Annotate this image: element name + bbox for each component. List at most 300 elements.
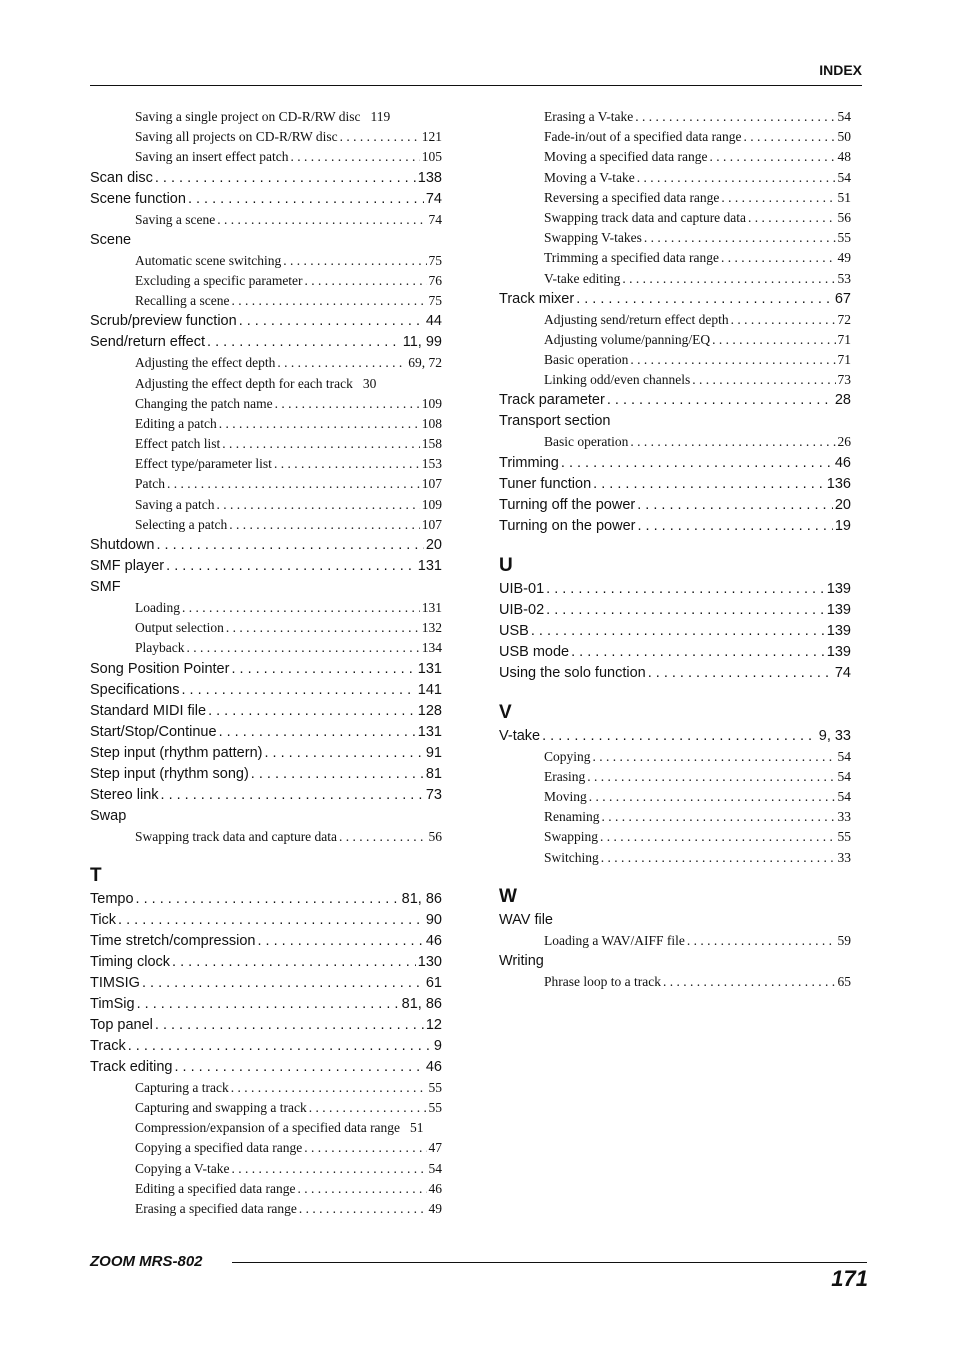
index-entry <box>499 516 851 537</box>
index-entry-page: 119 <box>370 109 391 124</box>
index-entry <box>90 680 442 701</box>
dot-leader <box>222 434 420 454</box>
index-entry-page: 33 <box>837 849 851 865</box>
index-entry-page: 54 <box>837 768 851 784</box>
index-entry-term: Scan disc <box>90 169 153 186</box>
index-entry-term: Patch <box>135 476 165 492</box>
index-subentry <box>90 1118 442 1138</box>
index-entry-term: USB <box>499 622 529 639</box>
index-entry-term: Trimming a specified data range <box>544 250 719 266</box>
dot-leader <box>231 1078 427 1098</box>
index-entry <box>90 1036 442 1057</box>
index-entry-page: 28 <box>834 392 851 409</box>
index-entry-term: Saving a scene <box>135 211 216 227</box>
index-entry-term: Linking odd/even channels <box>544 372 691 388</box>
index-subentry <box>499 188 851 208</box>
footer-model-name: ZOOM MRS-802 <box>90 1253 203 1270</box>
index-entry-term: Automatic scene switching <box>135 252 282 268</box>
index-entry-term: Erasing <box>544 768 586 784</box>
index-entry-term: Capturing a track <box>135 1079 229 1095</box>
index-subentry <box>90 515 442 535</box>
index-entry-page: 91 <box>425 744 442 761</box>
index-section-letter: U <box>499 554 513 576</box>
dot-leader <box>299 1199 427 1219</box>
index-entry-page: 54 <box>837 109 851 124</box>
index-entry-term: Swapping V-takes <box>544 230 642 246</box>
index-entry-page: 61 <box>425 974 442 991</box>
index-entry-page: 11, 99 <box>402 334 442 351</box>
index-entry-page: 76 <box>428 272 442 288</box>
dot-leader <box>576 289 833 310</box>
index-subentry <box>90 827 442 847</box>
index-entry-page: 131 <box>417 558 442 574</box>
index-entry-page: 46 <box>425 932 442 949</box>
index-entry-term: Changing the patch name <box>135 395 273 411</box>
dot-leader <box>561 453 833 474</box>
index-entry-page: 51 <box>837 189 851 205</box>
index-entry <box>499 453 851 474</box>
index-entry-page: 46 <box>425 1058 442 1075</box>
index-subentry <box>499 370 851 390</box>
index-entry-page: 46 <box>834 454 851 471</box>
dot-leader <box>219 722 416 743</box>
dot-leader <box>290 147 419 167</box>
dot-leader <box>340 127 420 147</box>
dot-leader <box>712 330 835 350</box>
index-entry-page: 75 <box>428 252 442 268</box>
index-entry-page: 67 <box>834 290 851 307</box>
dot-leader <box>187 638 420 658</box>
index-entry-term: Basic operation <box>544 434 629 450</box>
index-entry-term: Moving <box>544 789 587 804</box>
dot-leader <box>593 474 825 495</box>
dot-leader <box>188 189 424 210</box>
index-subentry <box>90 1179 442 1199</box>
index-entry-term: TimSig <box>90 995 135 1012</box>
index-entry-page: 71 <box>837 352 851 368</box>
index-entry-term: Adjusting the effect depth <box>135 355 276 371</box>
index-subentry <box>499 127 851 147</box>
index-entry-term: Moving a specified data range <box>544 149 708 165</box>
dot-leader <box>283 251 426 271</box>
index-entry-term: Adjusting send/return effect depth <box>544 311 729 327</box>
index-entry-page: 109 <box>421 496 442 512</box>
index-entry-page: 138 <box>417 169 442 186</box>
index-subentry <box>90 1098 442 1118</box>
index-entry-page: 107 <box>421 476 442 492</box>
index-subentry <box>499 747 851 767</box>
index-entry <box>90 332 442 353</box>
dot-leader <box>721 188 835 208</box>
index-entry-term: Adjusting volume/panning/EQ <box>544 331 711 347</box>
index-entry-term: Output selection <box>135 620 224 636</box>
dot-leader <box>257 931 423 952</box>
index-column-left <box>90 107 442 1219</box>
index-entry-page: 19 <box>834 517 851 534</box>
index-subentry <box>90 638 442 658</box>
index-entry-page: 55 <box>428 1099 442 1115</box>
index-subentry <box>499 168 851 188</box>
index-entry-page: 74 <box>428 211 442 227</box>
index-entry-page: 48 <box>837 149 851 165</box>
index-entry <box>499 495 851 516</box>
index-entry-term: Using the solo function <box>499 664 646 681</box>
index-entry-term: Erasing a V-take <box>544 109 634 124</box>
index-subentry <box>90 1199 442 1219</box>
index-entry-term: V-take <box>499 727 541 744</box>
index-entry-term: Tuner function <box>499 475 592 492</box>
dot-leader <box>172 952 416 973</box>
index-group-heading: Swap <box>90 807 127 824</box>
index-entry-page: 30 <box>362 375 377 391</box>
index-entry-page: 153 <box>421 456 442 472</box>
index-entry <box>90 764 442 785</box>
index-subentry <box>90 454 442 474</box>
index-entry-page: 59 <box>837 932 851 948</box>
index-entry-term: Effect type/parameter list <box>135 456 272 472</box>
dot-leader <box>571 642 825 663</box>
index-subentry <box>499 432 851 452</box>
index-entry <box>499 289 851 310</box>
index-entry-page: 139 <box>826 643 851 660</box>
index-section-letter: T <box>90 864 102 886</box>
index-entry-term: TIMSIG <box>90 974 140 991</box>
index-entry-page: 130 <box>417 953 442 970</box>
index-subentry <box>90 291 442 311</box>
index-entry-term: Editing a patch <box>135 415 217 431</box>
index-entry-term: Time stretch/compression <box>90 932 256 949</box>
index-subentry <box>499 827 851 847</box>
index-subentry <box>90 251 442 271</box>
index-subentry <box>90 210 442 230</box>
index-subentry <box>499 269 851 289</box>
dot-leader <box>277 353 406 373</box>
index-entry-page: 132 <box>421 620 442 636</box>
dot-leader <box>731 310 836 330</box>
dot-leader <box>630 432 835 452</box>
index-entry <box>90 659 442 680</box>
dot-leader <box>546 600 825 621</box>
dot-leader <box>607 390 833 411</box>
index-entry-term: Editing a specified data range <box>135 1180 296 1196</box>
index-entry-page: 55 <box>837 230 851 246</box>
index-entry-term: V-take editing <box>544 270 621 286</box>
index-entry <box>90 535 442 556</box>
dot-leader <box>309 1098 427 1118</box>
index-entry-term: Saving an insert effect patch <box>135 149 289 165</box>
dot-leader <box>274 454 420 474</box>
index-entry-term: Saving all projects on CD-R/RW disc <box>135 129 338 145</box>
index-group-heading: SMF <box>90 579 121 595</box>
dot-leader <box>182 598 420 618</box>
index-entry-page: 131 <box>421 600 442 615</box>
index-entry-term: Recalling a scene <box>135 293 230 309</box>
index-entry-term: Standard MIDI file <box>90 702 207 719</box>
index-entry-term: Saving a patch <box>135 496 215 512</box>
index-section-letter: V <box>499 701 512 723</box>
dot-leader <box>217 210 426 230</box>
index-entry-page: 54 <box>428 1160 442 1176</box>
index-entry <box>90 785 442 806</box>
index-entry-term: Loading <box>135 600 180 615</box>
index-subentry <box>90 618 442 638</box>
index-subentry <box>499 848 851 868</box>
index-entry-term: Copying a specified data range <box>135 1140 303 1156</box>
dot-leader <box>232 1159 427 1179</box>
index-entry-page: 121 <box>421 129 442 145</box>
index-subentry <box>499 208 851 228</box>
index-subentry <box>499 972 851 992</box>
index-entry-page: 81, 86 <box>401 995 442 1012</box>
dot-leader <box>166 556 416 577</box>
index-subentry <box>90 107 442 127</box>
index-subentry <box>90 598 442 618</box>
index-entry-term: Scrub/preview function <box>90 313 237 330</box>
index-entry <box>90 722 442 743</box>
index-entry-page: 55 <box>837 829 851 845</box>
index-entry-term: UIB-02 <box>499 601 545 618</box>
index-entry <box>499 663 851 684</box>
dot-leader <box>648 663 833 684</box>
index-entry-term: Copying a V-take <box>135 1160 230 1176</box>
dot-leader <box>692 370 835 390</box>
index-entry <box>499 579 851 600</box>
index-subentry <box>499 147 851 167</box>
index-entry-page: 69, 72 <box>408 355 442 371</box>
dot-leader <box>174 1057 423 1078</box>
index-entry-page: 9 <box>433 1037 442 1054</box>
dot-leader <box>709 147 835 167</box>
dot-leader <box>128 1036 432 1057</box>
index-entry-page: 55 <box>428 1079 442 1095</box>
index-entry <box>90 701 442 722</box>
dot-leader <box>637 168 836 188</box>
index-column-right <box>499 107 851 992</box>
index-subentry <box>499 310 851 330</box>
index-entry-term: Swapping track data and capture data <box>135 828 338 844</box>
index-entry-page: 134 <box>421 640 442 656</box>
dot-leader <box>339 827 426 847</box>
index-subentry <box>90 147 442 167</box>
index-entry-page: 107 <box>421 516 442 532</box>
index-entry-term: Saving a single project on CD-R/RW disc <box>135 109 361 124</box>
index-entry <box>499 726 851 747</box>
dot-leader <box>622 269 835 289</box>
dot-leader <box>744 127 836 147</box>
index-entry-page: 74 <box>834 664 851 681</box>
index-subentry <box>499 767 851 787</box>
dot-leader <box>748 208 835 228</box>
index-entry-page: 81, 86 <box>401 890 442 907</box>
dot-leader <box>542 726 817 747</box>
index-entry <box>90 973 442 994</box>
dot-leader <box>275 394 420 414</box>
index-subentry <box>90 394 442 414</box>
index-entry-page: 109 <box>421 395 442 411</box>
index-entry-page: 105 <box>421 149 442 165</box>
dot-leader <box>226 618 420 638</box>
index-entry <box>90 910 442 931</box>
index-entry-page: 139 <box>826 622 851 639</box>
index-entry-term: Step input (rhythm song) <box>90 765 249 782</box>
dot-leader <box>601 848 836 868</box>
index-entry-term: Start/Stop/Continue <box>90 723 217 740</box>
index-entry-term: Song Position Pointer <box>90 660 230 677</box>
index-entry-page: 72 <box>837 311 851 327</box>
index-entry-page: 54 <box>837 748 851 764</box>
dot-leader <box>635 107 835 127</box>
index-subentry <box>499 228 851 248</box>
index-subentry <box>90 1159 442 1179</box>
index-entry-page: 54 <box>837 789 851 804</box>
dot-leader <box>155 1015 424 1036</box>
index-entry-page: 139 <box>826 580 851 597</box>
dot-leader <box>687 931 836 951</box>
index-subentry <box>90 271 442 291</box>
index-entry-term: Compression/expansion of a specified data range <box>135 1120 401 1136</box>
index-entry-page: 128 <box>417 702 442 719</box>
index-entry-page: 49 <box>428 1200 442 1216</box>
index-subentry <box>90 414 442 434</box>
index-entry-term: UIB-01 <box>499 580 545 597</box>
index-entry-page: 90 <box>425 911 442 928</box>
index-section-letter: W <box>499 885 517 907</box>
index-entry-page: 65 <box>837 973 851 989</box>
dot-leader <box>630 350 835 370</box>
index-subentry <box>499 350 851 370</box>
index-entry <box>90 952 442 973</box>
index-entry-term: Trimming <box>499 454 559 471</box>
index-subentry <box>499 330 851 350</box>
index-entry-term: Turning off the power <box>499 496 636 513</box>
index-entry-term: Reversing a specified data range <box>544 189 720 205</box>
index-group-heading: Transport section <box>499 413 611 430</box>
index-entry <box>499 621 851 642</box>
index-entry-term: Turning on the power <box>499 517 636 534</box>
dot-leader <box>593 747 836 767</box>
index-entry-term: Timing clock <box>90 953 171 970</box>
index-entry <box>90 1057 442 1078</box>
index-entry <box>90 189 442 210</box>
index-entry <box>90 889 442 910</box>
index-entry-term: Excluding a specific parameter <box>135 272 303 288</box>
index-entry-page: 50 <box>837 129 851 145</box>
index-subentry <box>90 495 442 515</box>
index-entry-term: Track parameter <box>499 392 605 409</box>
index-entry-page: 44 <box>425 313 442 330</box>
index-entry-term: Top panel <box>90 1016 153 1033</box>
index-entry-term: Renaming <box>544 809 600 825</box>
index-entry <box>499 390 851 411</box>
footer-rule <box>232 1262 867 1263</box>
index-entry-term: Fade-in/out of a specified data range <box>544 129 742 145</box>
dot-leader <box>157 535 424 556</box>
index-entry-page: 47 <box>428 1140 442 1156</box>
index-entry <box>90 743 442 764</box>
index-entry-term: Track editing <box>90 1058 173 1075</box>
index-entry-page: 56 <box>837 209 851 225</box>
index-entry-page: 131 <box>417 723 442 740</box>
index-subentry <box>90 353 442 373</box>
dot-leader <box>161 785 424 806</box>
dot-leader <box>136 889 400 910</box>
index-entry-page: 108 <box>421 415 442 431</box>
dot-leader <box>251 764 424 785</box>
index-entry-term: Step input (rhythm pattern) <box>90 744 263 761</box>
index-entry-page: 54 <box>837 169 851 185</box>
index-entry-page: 20 <box>834 496 851 513</box>
index-entry-term: Swapping <box>544 829 598 845</box>
index-entry-page: 158 <box>421 436 442 452</box>
dot-leader <box>531 621 825 642</box>
dot-leader <box>638 516 833 537</box>
dot-leader <box>602 807 836 827</box>
index-entry-page: 75 <box>428 293 442 309</box>
index-entry-term: Send/return effect <box>90 334 206 351</box>
index-entry-term: USB mode <box>499 643 570 660</box>
header-title: INDEX <box>819 62 862 78</box>
index-entry-page: 12 <box>425 1016 442 1033</box>
index-subentry <box>90 1138 442 1158</box>
index-subentry <box>499 807 851 827</box>
index-group-heading: Scene <box>90 231 132 248</box>
index-entry-term: Tempo <box>90 890 134 907</box>
index-entry <box>499 600 851 621</box>
index-entry-term: Effect patch list <box>135 436 221 452</box>
index-entry-term: Copying <box>544 748 591 764</box>
index-entry-page: 139 <box>826 601 851 618</box>
index-subentry <box>90 374 442 394</box>
index-entry-term: Adjusting the effect depth for each track <box>135 375 353 391</box>
dot-leader <box>587 767 835 787</box>
index-entry-page: 9, 33 <box>818 727 851 744</box>
page-number: 171 <box>831 1266 868 1291</box>
dot-leader <box>297 1179 426 1199</box>
index-subentry <box>499 248 851 268</box>
index-entry-page: 73 <box>837 372 851 388</box>
index-entry-term: Moving a V-take <box>544 169 635 185</box>
index-entry-page: 51 <box>410 1120 424 1136</box>
index-subentry <box>90 434 442 454</box>
index-entry-page: 53 <box>837 270 851 286</box>
dot-leader <box>207 332 401 353</box>
index-entry-term: Selecting a patch <box>135 516 228 532</box>
index-entry-page: 131 <box>417 660 442 677</box>
index-entry-page: 81 <box>425 765 442 782</box>
dot-leader <box>229 515 420 535</box>
dot-leader <box>118 910 424 931</box>
index-entry-term: Phrase loop to a track <box>544 973 661 989</box>
index-entry <box>90 556 442 577</box>
dot-leader <box>644 228 836 248</box>
index-entry-term: Tick <box>90 911 117 928</box>
dot-leader <box>216 495 419 515</box>
index-entry-page: 141 <box>417 681 442 698</box>
dot-leader <box>721 248 836 268</box>
index-entry-page: 20 <box>425 537 442 553</box>
index-entry-term: Switching <box>544 849 599 865</box>
dot-leader <box>208 701 416 722</box>
index-entry-term: Shutdown <box>90 537 155 553</box>
index-entry-term: Swapping track data and capture data <box>544 209 747 225</box>
index-entry-term: Track mixer <box>499 290 575 307</box>
index-entry <box>90 311 442 332</box>
index-entry <box>90 931 442 952</box>
index-entry-term: Specifications <box>90 681 180 698</box>
index-entry <box>499 642 851 663</box>
index-entry-term: Track <box>90 1037 126 1054</box>
dot-leader <box>546 579 825 600</box>
